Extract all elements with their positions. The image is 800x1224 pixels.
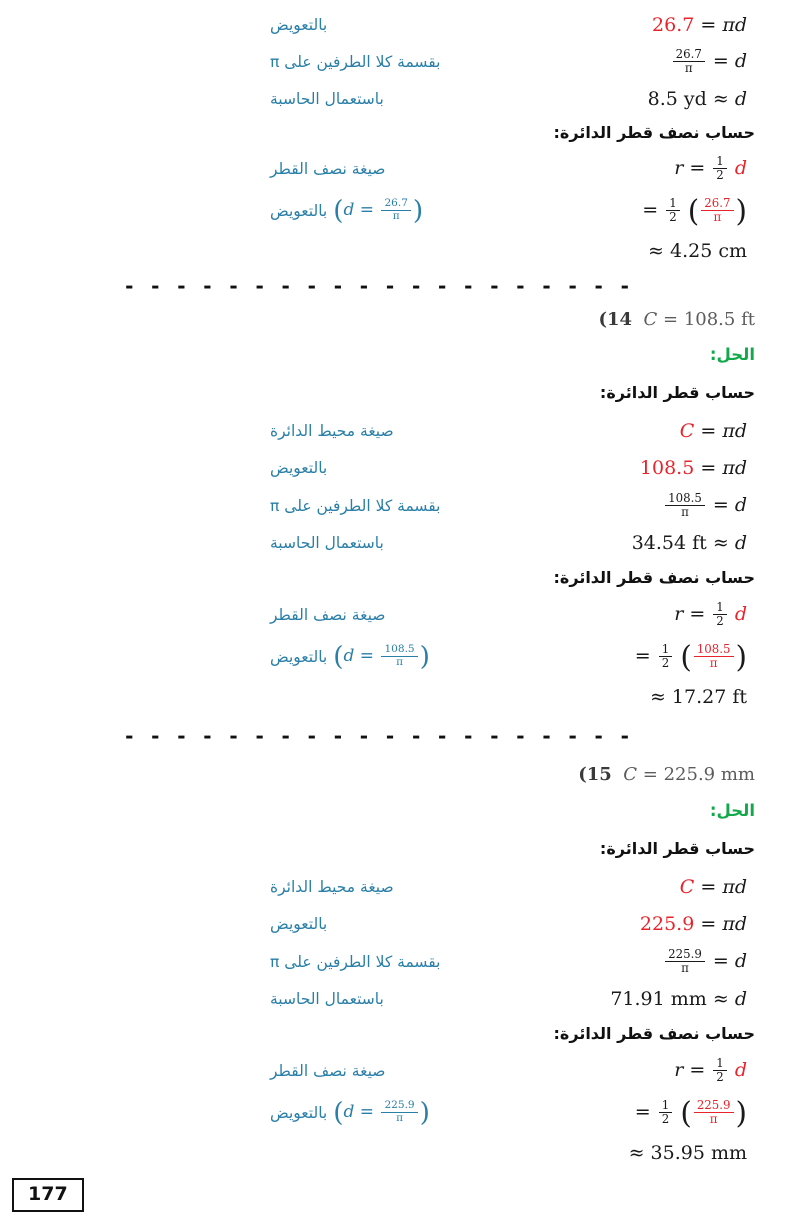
equation-note: بقسمة كلا الطرفين على π bbox=[270, 497, 441, 515]
problem-statement: (14 C = 108.5 ft bbox=[598, 309, 755, 330]
equation-row bbox=[0, 42, 800, 82]
equation-row bbox=[0, 412, 800, 450]
note-label: بالتعويض bbox=[270, 648, 328, 666]
equation-expression: 108.5 = πd bbox=[639, 457, 747, 479]
equation-row bbox=[0, 596, 800, 634]
equation-note: صيغة محيط الدائرة bbox=[270, 422, 394, 440]
equation-note bbox=[260, 1098, 525, 1129]
equation-note bbox=[260, 196, 525, 227]
equation-note bbox=[260, 642, 525, 673]
equation-note: باستعمال الحاسبة bbox=[270, 990, 384, 1008]
result-value: ≈ 35.95 mm bbox=[628, 1142, 747, 1164]
equation-row bbox=[0, 486, 800, 526]
result-row bbox=[0, 234, 800, 268]
equation-expression: = $\frac{1}{2}$ ( $\frac{26.7}{\pi}$ ) bbox=[642, 194, 747, 229]
equation-row bbox=[0, 8, 800, 42]
result-value: ≈ 4.25 cm bbox=[648, 240, 747, 262]
equation-row bbox=[0, 906, 800, 942]
equation-row bbox=[0, 450, 800, 486]
diameter-heading: حساب قطر الدائرة: bbox=[599, 383, 755, 402]
equation-note: صيغة نصف القطر bbox=[270, 160, 386, 178]
equation-note: بالتعويض bbox=[270, 915, 328, 933]
equation-note: باستعمال الحاسبة bbox=[270, 90, 384, 108]
equation-note: بالتعويض bbox=[270, 459, 328, 477]
equation-row bbox=[0, 188, 800, 234]
equation-row bbox=[0, 868, 800, 906]
problem-statement: (15 C = 225.9 mm bbox=[578, 764, 755, 785]
equation-expression: r = $\frac{1}{2}$ d bbox=[674, 600, 747, 628]
equation-expression: 8.5 yd ≈ d bbox=[647, 88, 747, 110]
substitution-equation: (d = $\frac{108.5}{\pi}$ ) bbox=[333, 642, 430, 673]
equation-expression: = $\frac{1}{2}$ ( $\frac{108.5}{\pi}$ ) bbox=[634, 640, 747, 675]
equation-note: باستعمال الحاسبة bbox=[270, 534, 384, 552]
equation-expression: 34.54 ft ≈ d bbox=[631, 532, 747, 554]
diameter-heading: حساب قطر الدائرة: bbox=[599, 839, 755, 858]
radius-heading: حساب نصف قطر الدائرة: bbox=[553, 123, 755, 142]
equation-note: بقسمة كلا الطرفين على π bbox=[270, 53, 441, 71]
equation-expression: $\frac{26.7}{\pi}$ = d bbox=[525, 49, 755, 75]
equation-expression: r = $\frac{1}{2}$ d bbox=[674, 1056, 747, 1084]
page-number: 177 bbox=[12, 1178, 84, 1212]
radius-heading: حساب نصف قطر الدائرة: bbox=[553, 1024, 755, 1043]
result-value: ≈ 17.27 ft bbox=[649, 686, 747, 708]
equation-note: صيغة محيط الدائرة bbox=[270, 878, 394, 896]
equation-expression: $\frac{225.9}{\pi}$ = d bbox=[525, 949, 755, 975]
equation-note: صيغة نصف القطر bbox=[270, 1062, 386, 1080]
equation-row bbox=[0, 1052, 800, 1090]
note-label: بالتعويض bbox=[270, 202, 328, 220]
equation-expression: C = πd bbox=[679, 876, 747, 898]
equation-row bbox=[0, 82, 800, 116]
equation-row bbox=[0, 634, 800, 680]
section-separator: - - - - - - - - - - - - - - - - - - - - bbox=[123, 274, 632, 298]
section-separator: - - - - - - - - - - - - - - - - - - - - bbox=[123, 724, 632, 748]
equation-row bbox=[0, 150, 800, 188]
equation-row bbox=[0, 982, 800, 1016]
note-label: بالتعويض bbox=[270, 1104, 328, 1122]
substitution-equation: (d = $\frac{225.9}{\pi}$ ) bbox=[333, 1098, 430, 1129]
solution-label: الحل: bbox=[709, 345, 755, 364]
equation-expression: 26.7 = πd bbox=[652, 14, 747, 36]
equation-expression: r = $\frac{1}{2}$ d bbox=[674, 154, 747, 182]
equation-row bbox=[0, 1090, 800, 1136]
result-row bbox=[0, 1136, 800, 1170]
equation-row bbox=[0, 942, 800, 982]
equation-note: بالتعويض bbox=[270, 16, 328, 34]
substitution-equation: (d = $\frac{26.7}{\pi}$ ) bbox=[333, 196, 424, 227]
equation-expression: 225.9 = πd bbox=[639, 913, 747, 935]
equation-note: بقسمة كلا الطرفين على π bbox=[270, 953, 441, 971]
equation-expression: C = πd bbox=[679, 420, 747, 442]
equation-expression: $\frac{108.5}{\pi}$ = d bbox=[525, 493, 755, 519]
equation-expression: = $\frac{1}{2}$ ( $\frac{225.9}{\pi}$ ) bbox=[634, 1096, 747, 1131]
solution-label: الحل: bbox=[709, 801, 755, 820]
equation-expression: 71.91 mm ≈ d bbox=[610, 988, 747, 1010]
result-row bbox=[0, 680, 800, 714]
radius-heading: حساب نصف قطر الدائرة: bbox=[553, 568, 755, 587]
equation-row bbox=[0, 526, 800, 560]
equation-note: صيغة نصف القطر bbox=[270, 606, 386, 624]
